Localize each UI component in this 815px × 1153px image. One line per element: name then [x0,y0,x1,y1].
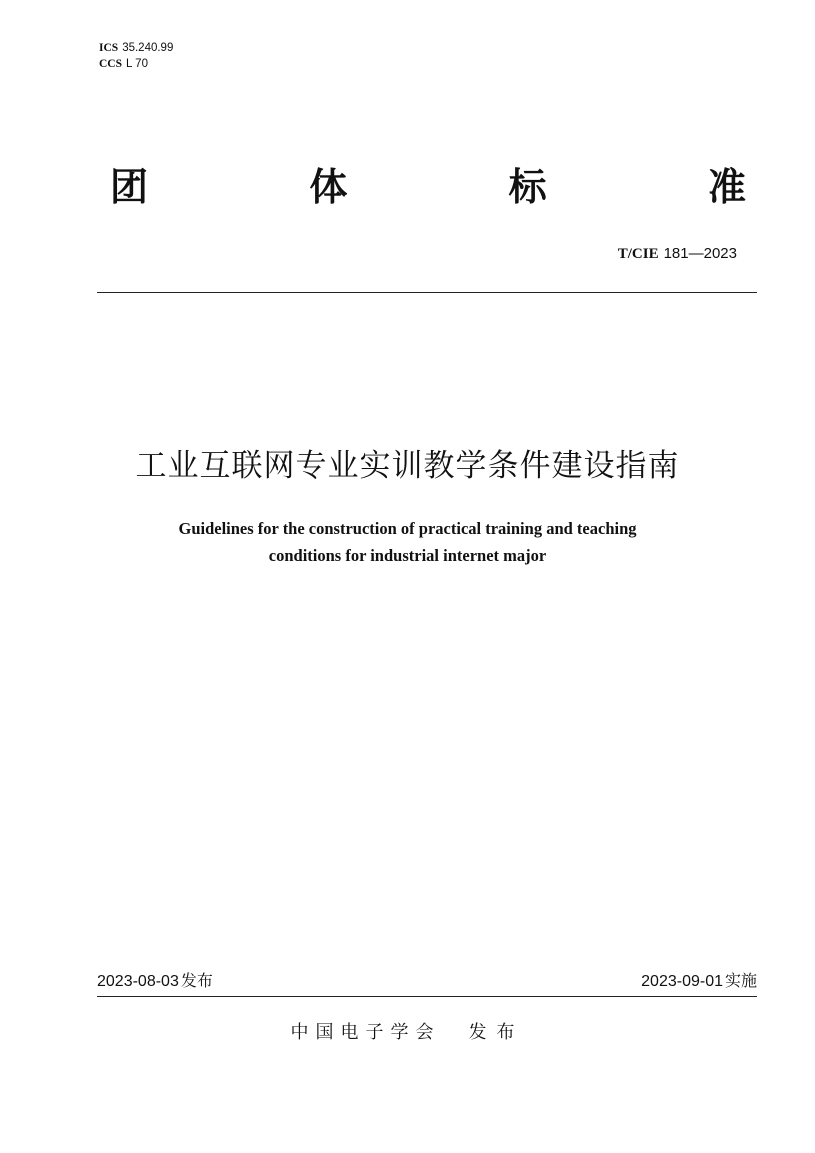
publisher-organization: 中国电子学会 [290,1022,441,1043]
implementation-date [641,970,757,993]
standard-number [618,244,737,263]
issue-date-value: 2023-08-03 [97,973,179,990]
implementation-date-label: 实施 [724,971,757,990]
standard-number-prefix: T/CIE [617,246,659,262]
footer-divider [97,996,757,997]
standard-type-char: 团 [110,165,149,209]
publisher-action: 发布 [468,1022,525,1043]
document-title-chinese: 工业互联网专业实训教学条件建设指南 [135,448,680,484]
implementation-date-value: 2023-09-01 [641,973,723,990]
header-divider [97,292,757,293]
ccs-code [99,56,173,72]
ics-code [99,40,173,56]
title-english-line: conditions for industrial internet major [268,546,547,565]
standard-type-char: 体 [309,165,348,209]
standard-type-char: 准 [707,165,746,209]
ccs-value: L 70 [126,58,148,70]
title-english-line: Guidelines for the construction of practical training and teaching [178,519,637,538]
standard-type-heading [110,164,746,210]
classification-codes [99,40,173,72]
issue-date [97,970,213,993]
ics-value: 35.240.99 [122,42,174,54]
ccs-label: CCS [99,58,123,70]
ics-label: ICS [99,42,119,54]
standard-number-value: 181—2023 [663,245,737,262]
document-title-english [0,515,815,569]
issue-date-label: 发布 [180,971,213,990]
publisher-line [0,1020,815,1046]
standard-type-char: 标 [508,165,547,209]
